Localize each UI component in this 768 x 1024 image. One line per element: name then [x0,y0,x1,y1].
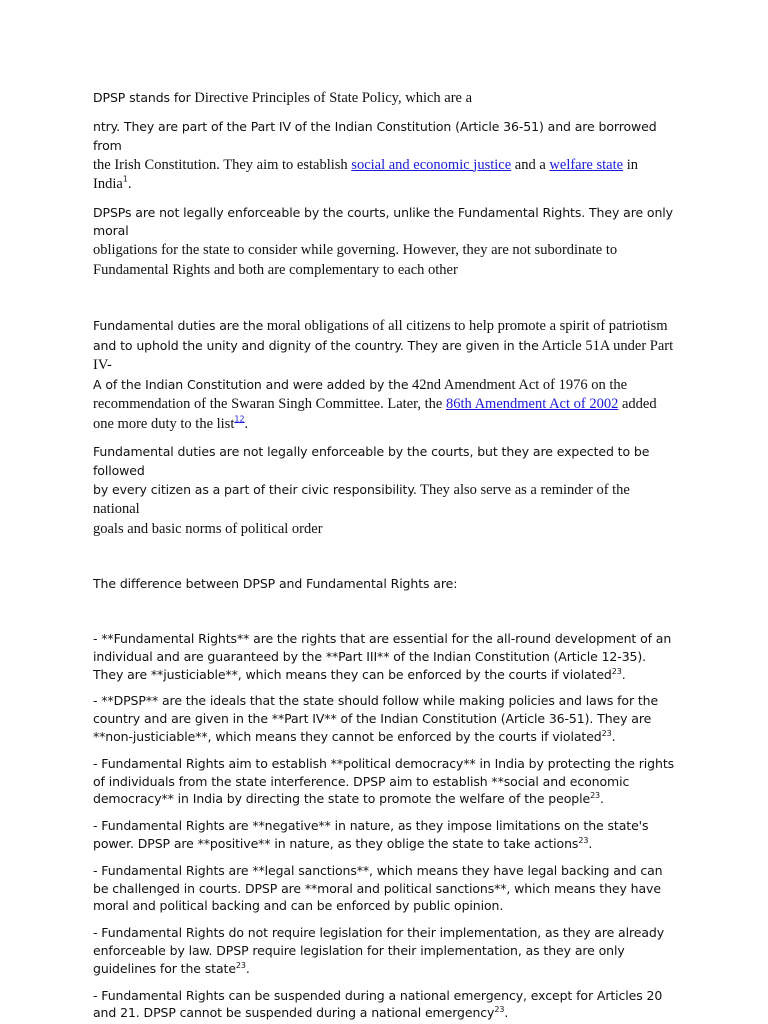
p2-serif-text: the Irish Constitution. They aim to establish [93,156,352,173]
dpsp-intro [93,87,675,108]
list-item-end: . [588,836,593,852]
footnote-ref[interactable]: 23 [578,835,589,845]
link-welfare-state[interactable]: welfare state [549,156,624,173]
list-item [93,755,675,808]
document-body [93,87,675,1022]
duties-serif-text: Article 51A under Part IV- [93,337,674,374]
footnote-ref[interactable]: 23 [601,728,612,738]
duties-enforceability-paragraph [93,442,675,538]
list-item-text: - Fundamental Rights are **legal sanctions**, which means they have legal backing and can be challenged in courts. DPSP are **moral and political sanctions**, which means they have moral and political backing and can be enforced by public opinion. [93,862,663,914]
list-item-end: . [621,666,626,682]
duties-serif-text: 42nd Amendment Act of 1976 on the [408,376,628,393]
footnote-ref[interactable]: 23 [611,666,622,676]
footnote-ref[interactable]: 1 [122,174,128,184]
difference-heading: The difference between DPSP and Fundamental Rights are: [93,576,458,592]
p2-serif-text: and a [511,156,550,173]
list-item [93,817,675,853]
footnote-ref[interactable]: 12 [234,414,245,424]
difference-list [93,630,675,1022]
list-item-text: - **Fundamental Rights** are the rights that are essential for the all-round development of an individual and are guaranteed by the **Part III** of the Indian Constitution (Article 12-35). They are **justiciable**, which means they can be enforced by the courts if violated [93,631,672,682]
list-item-end: . [504,1005,509,1021]
duties-text: and to uphold the unity and dignity of the country. They are given in the [93,337,539,353]
link-86th-amendment[interactable]: 86th Amendment Act of 2002 [445,396,619,413]
p2-text: ntry. They are part of the Part IV of the Indian Constitution (Article 36-51) and are borrowed from [93,119,657,153]
list-item-end: . [611,729,616,745]
intro-text-serif: Directive Principles of State Policy, which are a [190,90,473,106]
list-item [93,987,675,1023]
duties-serif-text: moral obligations of all citizens to help promote a spirit of patriotism [263,318,668,335]
duties-p2-serif-text: goals and basic norms of political order [93,520,323,537]
link-social-economic-justice[interactable]: social and economic justice [351,156,512,173]
duties-p2-text: Fundamental duties are not legally enforceable by the courts, but they are expected to be followed [93,444,650,478]
p2-serif-text: India [93,176,123,193]
list-item [93,862,675,915]
p2-end: . [127,176,132,193]
duties-p2-serif-text: They also serve as a reminder of the national [93,481,630,518]
intro-text: DPSP stands for [93,90,191,105]
p3-serif-text: obligations for the state to consider while governing. However, they are not subordinate to [93,242,618,259]
list-item-text: - Fundamental Rights do not require legislation for their implementation, as they are already enforceable by law. DPSP require legislation for their implementation, as they are only guidelines for the state [93,925,665,976]
duties-text: Fundamental duties are the [93,318,264,334]
footnote-ref[interactable]: 23 [590,791,601,801]
duties-definition-paragraph [93,316,675,433]
list-item-text: - Fundamental Rights aim to establish **political democracy** in India by protecting the rights of individuals from the state interference. DPSP aim to establish **social and economic democracy** in India by directing the state to promote the welfare of the people [93,755,675,807]
duties-text: A of the Indian Constitution and were added by the [93,376,409,392]
duties-serif-text: recommendation of the Swaran Singh Committee. Later, the [93,396,446,413]
list-item-text: - Fundamental Rights are **negative** in nature, as they impose limitations on the state's power. DPSP are **positive** in nature, as they oblige the state to take actions [93,818,649,852]
dpsp-enforceability-paragraph [93,203,675,280]
duties-serif-text: added one more duty to the list [93,396,657,432]
p2-serif-text: in [623,156,638,173]
list-item [93,630,675,683]
duties-p2-text: by every citizen as a part of their civic responsibility. [93,481,417,497]
footnote-ref[interactable]: 23 [235,960,246,970]
duties-end: . [244,415,249,432]
list-item [93,924,675,977]
dpsp-part-iv-paragraph [93,117,675,194]
p3-serif-text: Fundamental Rights and both are complementary to each other [93,261,458,278]
p3-text: DPSPs are not legally enforceable by the courts, unlike the Fundamental Rights. They are only moral [93,204,673,239]
list-item-end: . [245,960,250,976]
footnote-ref[interactable]: 23 [494,1005,505,1015]
list-item-text: - **DPSP** are the ideals that the state should follow while making policies and laws for the country and are given in the **Part IV** of the Indian Constitution (Article 36-51). They are **non-justiciable**, which means they cannot be enforced by the courts if violated [93,693,659,745]
list-item-end: . [600,791,604,807]
list-item-text: - Fundamental Rights can be suspended during a national emergency, except for Articles 20 and 21. DPSP cannot be suspended during a national emergency [93,987,663,1021]
list-item [93,692,675,745]
